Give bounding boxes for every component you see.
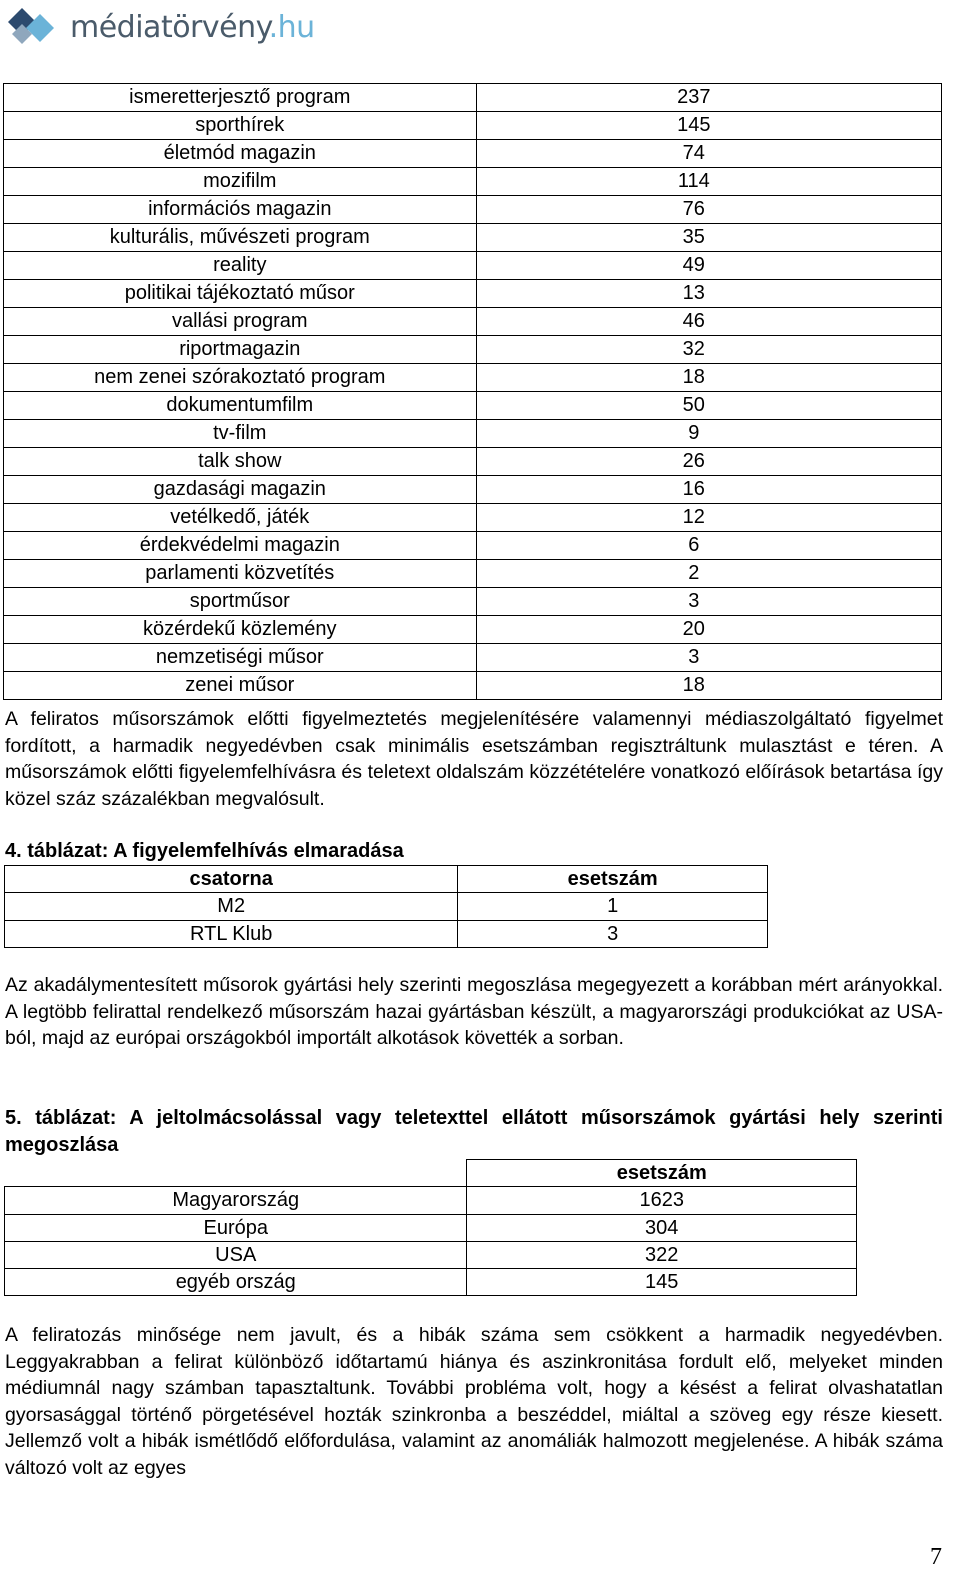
table-row bbox=[4, 112, 942, 140]
table-row bbox=[4, 532, 942, 560]
paragraph-warning-display: A feliratos műsorszámok előtti figyelmeztetés megjelenítésére valamennyi médiaszolgáltató figyelmet fordított, a harmadik negyedévben csak minimális esetszámban regisztráltunk mulasztást e téren. A műsorszámok előtti figyelemfelhívásra és teletext oldalszám közzétételére vonatkozó előírások betartása így közel száz százalékban megvalósult. bbox=[5, 708, 943, 810]
table5-cell-count: 322 bbox=[467, 1241, 857, 1268]
count-cell: 35 bbox=[476, 224, 941, 252]
count-cell: 145 bbox=[476, 112, 941, 140]
count-cell: 49 bbox=[476, 252, 941, 280]
table4-header-channel: csatorna bbox=[5, 866, 458, 893]
count-cell: 114 bbox=[476, 168, 941, 196]
genre-cell: érdekvédelmi magazin bbox=[4, 532, 477, 560]
table-row bbox=[5, 1241, 857, 1268]
table-row bbox=[4, 476, 942, 504]
table-row bbox=[4, 336, 942, 364]
table-row bbox=[5, 1214, 857, 1241]
genre-cell: gazdasági magazin bbox=[4, 476, 477, 504]
genre-count-table-body bbox=[4, 84, 942, 700]
count-cell: 13 bbox=[476, 280, 941, 308]
genre-cell: információs magazin bbox=[4, 196, 477, 224]
table5-cell-count: 304 bbox=[467, 1214, 857, 1241]
genre-cell: mozifilm bbox=[4, 168, 477, 196]
genre-cell: riportmagazin bbox=[4, 336, 477, 364]
count-cell: 237 bbox=[476, 84, 941, 112]
table4-header-row bbox=[5, 866, 768, 893]
count-cell: 74 bbox=[476, 140, 941, 168]
genre-cell: parlamenti közvetítés bbox=[4, 560, 477, 588]
logo-main-text: médiatörvény bbox=[70, 10, 269, 45]
table-row bbox=[4, 616, 942, 644]
table-row bbox=[4, 252, 942, 280]
table5-cell-location: Európa bbox=[5, 1214, 467, 1241]
table-row bbox=[5, 1187, 857, 1214]
table-row bbox=[4, 196, 942, 224]
count-cell: 6 bbox=[476, 532, 941, 560]
table5-header-row bbox=[5, 1160, 857, 1187]
count-cell: 2 bbox=[476, 560, 941, 588]
table5-cell-count: 1623 bbox=[467, 1187, 857, 1214]
genre-cell: nem zenei szórakoztató program bbox=[4, 364, 477, 392]
count-cell: 26 bbox=[476, 448, 941, 476]
table-row bbox=[4, 364, 942, 392]
table-row bbox=[4, 168, 942, 196]
count-cell: 9 bbox=[476, 420, 941, 448]
table5-header-empty bbox=[5, 1160, 467, 1187]
table-row bbox=[4, 504, 942, 532]
paragraph-subtitle-quality: A feliratozás minősége nem javult, és a hibák száma sem csökkent a harmadik negyedévben. Leggyakrabban a felirat különböző időtartamú hiánya és aszinkronitása fordult elő, melyeket minden médiumnál nagy számban tapasztaltunk. További probléma volt, hogy a késést a felirat olvashatatlan gyorsasággal történő pörgetésével hozták szinkronba a beszéddel, miáltal a szöveg egy része kiesett. Jellemző volt a hibák ismétlődő előfordulása, valamint az anomáliák halmozott megjelenése. A hibák száma változó volt az egyes bbox=[5, 1324, 943, 1479]
genre-cell: sporthírek bbox=[4, 112, 477, 140]
genre-cell: nemzetiségi műsor bbox=[4, 644, 477, 672]
genre-cell: vallási program bbox=[4, 308, 477, 336]
table4-caption: 4. táblázat: A figyelemfelhívás elmaradása bbox=[5, 840, 404, 862]
table-row bbox=[4, 280, 942, 308]
count-cell: 20 bbox=[476, 616, 941, 644]
table4-cell-count: 3 bbox=[458, 920, 768, 947]
count-cell: 3 bbox=[476, 588, 941, 616]
genre-cell: zenei műsor bbox=[4, 672, 477, 700]
table4-cell-channel: M2 bbox=[5, 893, 458, 920]
table-row bbox=[4, 588, 942, 616]
table-row bbox=[4, 420, 942, 448]
logo-diamond-icon bbox=[4, 4, 64, 52]
table-row bbox=[4, 140, 942, 168]
count-cell: 12 bbox=[476, 504, 941, 532]
paragraph-production-origin: Az akadálymentesített műsorok gyártási hely szerinti megoszlása megegyezett a korábban mért arányokkal. A legtöbb felirattal rendelkező műsorszám hazai gyártásban készült, a magyarországi produkciókat az USA-ból, majd az európai országokból importált alkotások követték a sorban. bbox=[5, 974, 943, 1050]
table-row bbox=[5, 1269, 857, 1296]
genre-cell: dokumentumfilm bbox=[4, 392, 477, 420]
table-row bbox=[5, 893, 768, 920]
table5-cell-location: egyéb ország bbox=[5, 1269, 467, 1296]
logo-tld-text: .hu bbox=[268, 10, 315, 45]
table5-caption: 5. táblázat: A jeltolmácsolással vagy teletexttel ellátott műsorszámok gyártási hely szerinti megoszlása bbox=[5, 1107, 943, 1156]
genre-cell: vetélkedő, játék bbox=[4, 504, 477, 532]
table5-header-count: esetszám bbox=[467, 1160, 857, 1187]
count-cell: 50 bbox=[476, 392, 941, 420]
genre-cell: ismeretterjesztő program bbox=[4, 84, 477, 112]
table5-cell-location: USA bbox=[5, 1241, 467, 1268]
table4-cell-channel: RTL Klub bbox=[5, 920, 458, 947]
table-row bbox=[4, 392, 942, 420]
table-row bbox=[4, 308, 942, 336]
page-number: 7 bbox=[930, 1544, 942, 1570]
genre-cell: sportműsor bbox=[4, 588, 477, 616]
table-row bbox=[4, 224, 942, 252]
genre-cell: reality bbox=[4, 252, 477, 280]
table4-missing-notice bbox=[4, 865, 768, 948]
table-row bbox=[4, 672, 942, 700]
table-row bbox=[4, 84, 942, 112]
table4-cell-count: 1 bbox=[458, 893, 768, 920]
genre-cell: tv-film bbox=[4, 420, 477, 448]
count-cell: 32 bbox=[476, 336, 941, 364]
genre-cell: politikai tájékoztató műsor bbox=[4, 280, 477, 308]
count-cell: 46 bbox=[476, 308, 941, 336]
count-cell: 3 bbox=[476, 644, 941, 672]
table-row bbox=[4, 644, 942, 672]
genre-cell: talk show bbox=[4, 448, 477, 476]
table-row bbox=[4, 448, 942, 476]
count-cell: 76 bbox=[476, 196, 941, 224]
site-logo[interactable] bbox=[4, 4, 315, 52]
genre-cell: kulturális, művészeti program bbox=[4, 224, 477, 252]
count-cell: 18 bbox=[476, 364, 941, 392]
table-row bbox=[4, 560, 942, 588]
table5-cell-count: 145 bbox=[467, 1269, 857, 1296]
count-cell: 18 bbox=[476, 672, 941, 700]
genre-cell: életmód magazin bbox=[4, 140, 477, 168]
table4-header-count: esetszám bbox=[458, 866, 768, 893]
table5-cell-location: Magyarország bbox=[5, 1187, 467, 1214]
genre-count-table bbox=[3, 83, 942, 700]
logo-text bbox=[70, 4, 315, 52]
table5-production-location bbox=[4, 1159, 857, 1296]
genre-cell: közérdekű közlemény bbox=[4, 616, 477, 644]
count-cell: 16 bbox=[476, 476, 941, 504]
table-row bbox=[5, 920, 768, 947]
